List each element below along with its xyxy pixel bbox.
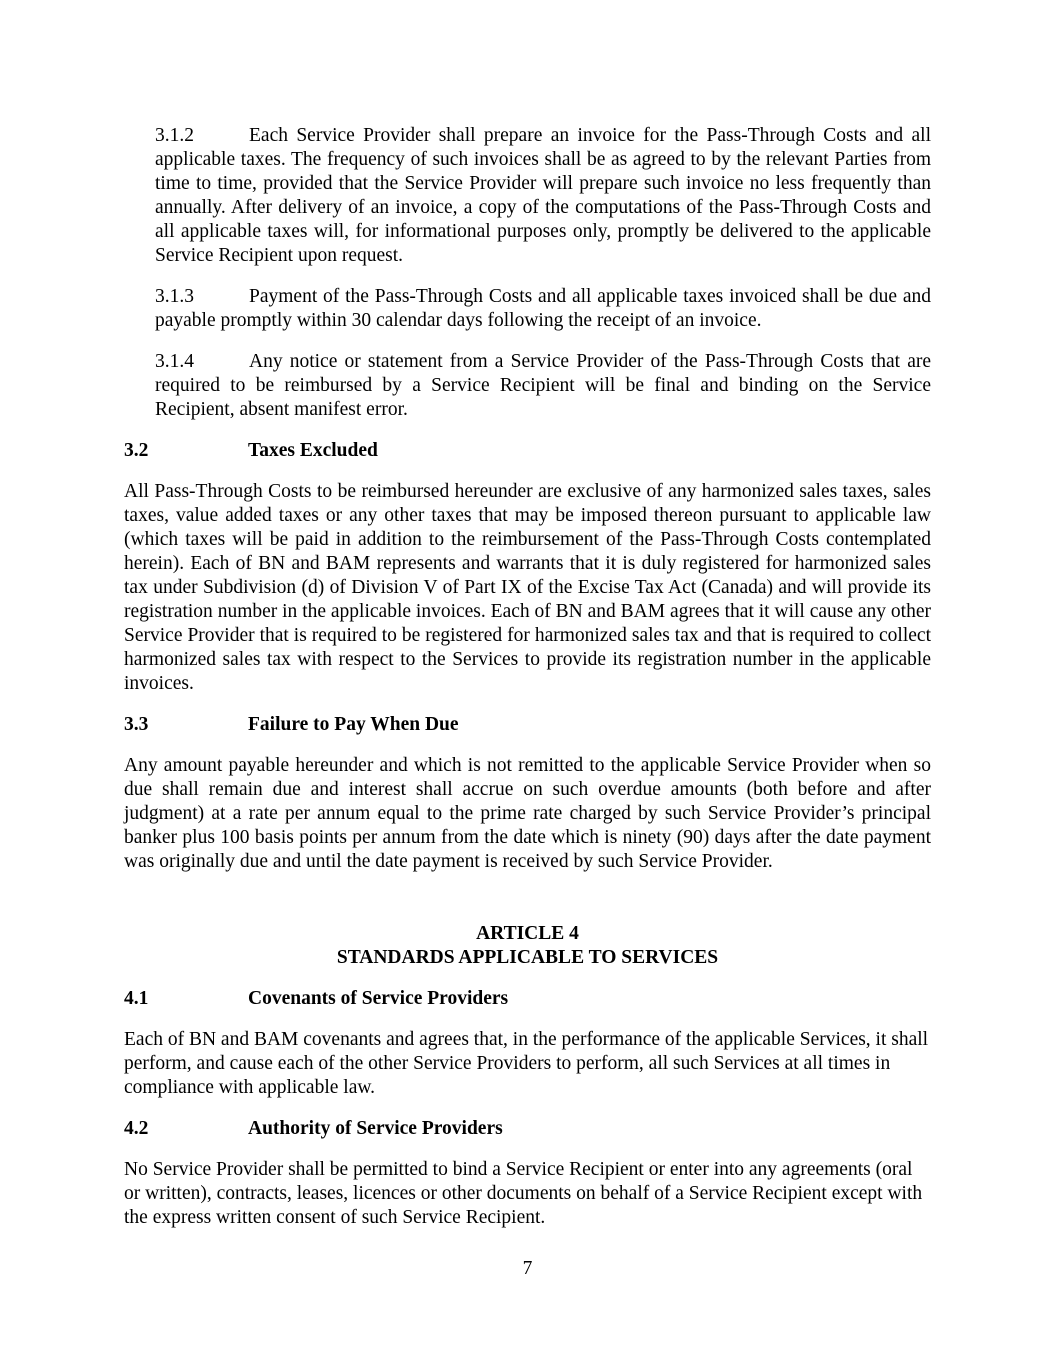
subsection-3-1-2 [155,124,931,268]
subsection-number: 3.1.4 [155,351,194,372]
subsection-text: Each Service Provider shall prepare an invoice for the Pass-Through Costs and all applicable taxes. The frequency of such invoices shall be as agreed to by the relevant Parties from time to time, provided that the Service Provider will prepare such invoice no less frequently than annually. After delivery of an invoice, a copy of the computations of the Pass-Through Costs and all applicable taxes will, for informational purposes only, promptly be delivered to the applicable Service Recipient upon request. [155,125,931,266]
section-heading-4-1 [124,987,931,1011]
section-number: 3.3 [124,714,149,735]
section-heading-4-2 [124,1117,931,1141]
section-title: Taxes Excluded [248,440,378,461]
subsection-text: Any notice or statement from a Service Provider of the Pass-Through Costs that are required to be reimbursed by a Service Recipient will be final and binding on the Service Recipient, absent manifest error. [155,351,931,420]
section-title: Authority of Service Providers [248,1118,503,1139]
section-number: 4.2 [124,1118,149,1139]
section-4-1-body: Each of BN and BAM covenants and agrees that, in the performance of the applicable Services, it shall perform, and cause each of the other Service Providers to perform, all such Services at all times in compliance with applicable law. [124,1029,929,1098]
page-number: 7 [522,1258,533,1279]
section-4-2-body: No Service Provider shall be permitted to bind a Service Recipient or enter into any agreements (oral or written), contracts, leases, licences or other documents on behalf of a Service Recipient except with the express written consent of such Service Recipient. [124,1159,923,1228]
subsection-number: 3.1.2 [155,125,194,146]
section-number: 4.1 [124,988,149,1009]
article-label: ARTICLE 4 [476,923,579,944]
subsection-number: 3.1.3 [155,286,194,307]
section-title: Failure to Pay When Due [248,714,459,735]
subsection-3-1-3 [155,285,931,333]
subsection-3-1-4 [155,350,931,422]
section-3-3-body: Any amount payable hereunder and which is not remitted to the applicable Service Provider when so due shall remain due and interest shall accrue on such overdue amounts (both before and after judgment) at a rate per annum equal to the prime rate charged by such Service Provider’s principal banker plus 100 basis points per annum from the date which is ninety (90) days after the date payment was originally due and until the date payment is received by such Service Provider. [124,755,931,872]
section-number: 3.2 [124,440,149,461]
article-heading [124,922,931,970]
article-title: STANDARDS APPLICABLE TO SERVICES [336,947,719,968]
section-title: Covenants of Service Providers [248,988,509,1009]
section-3-2-body: All Pass-Through Costs to be reimbursed hereunder are exclusive of any harmonized sales taxes, sales taxes, value added taxes or any other taxes that may be imposed thereon pursuant to applicable law (which taxes will be paid in addition to the reimbursement of the Pass-Through Costs contemplated herein). Each of BN and BAM represents and warrants that it is duly registered for harmonized sales tax under Subdivision (d) of Division V of Part IX of the Excise Tax Act (Canada) and will provide its registration number in the applicable invoices. Each of BN and BAM agrees that it will cause any other Service Provider that is required to be registered for harmonized sales tax and that is required to collect harmonized sales tax with respect to the Services to provide its registration number in the applicable invoices. [124,481,931,694]
section-heading-3-2 [124,439,931,463]
subsection-text: Payment of the Pass-Through Costs and all applicable taxes invoiced shall be due and payable promptly within 30 calendar days following the receipt of an invoice. [155,286,931,331]
document-page [124,124,931,1247]
section-heading-3-3 [124,713,931,737]
